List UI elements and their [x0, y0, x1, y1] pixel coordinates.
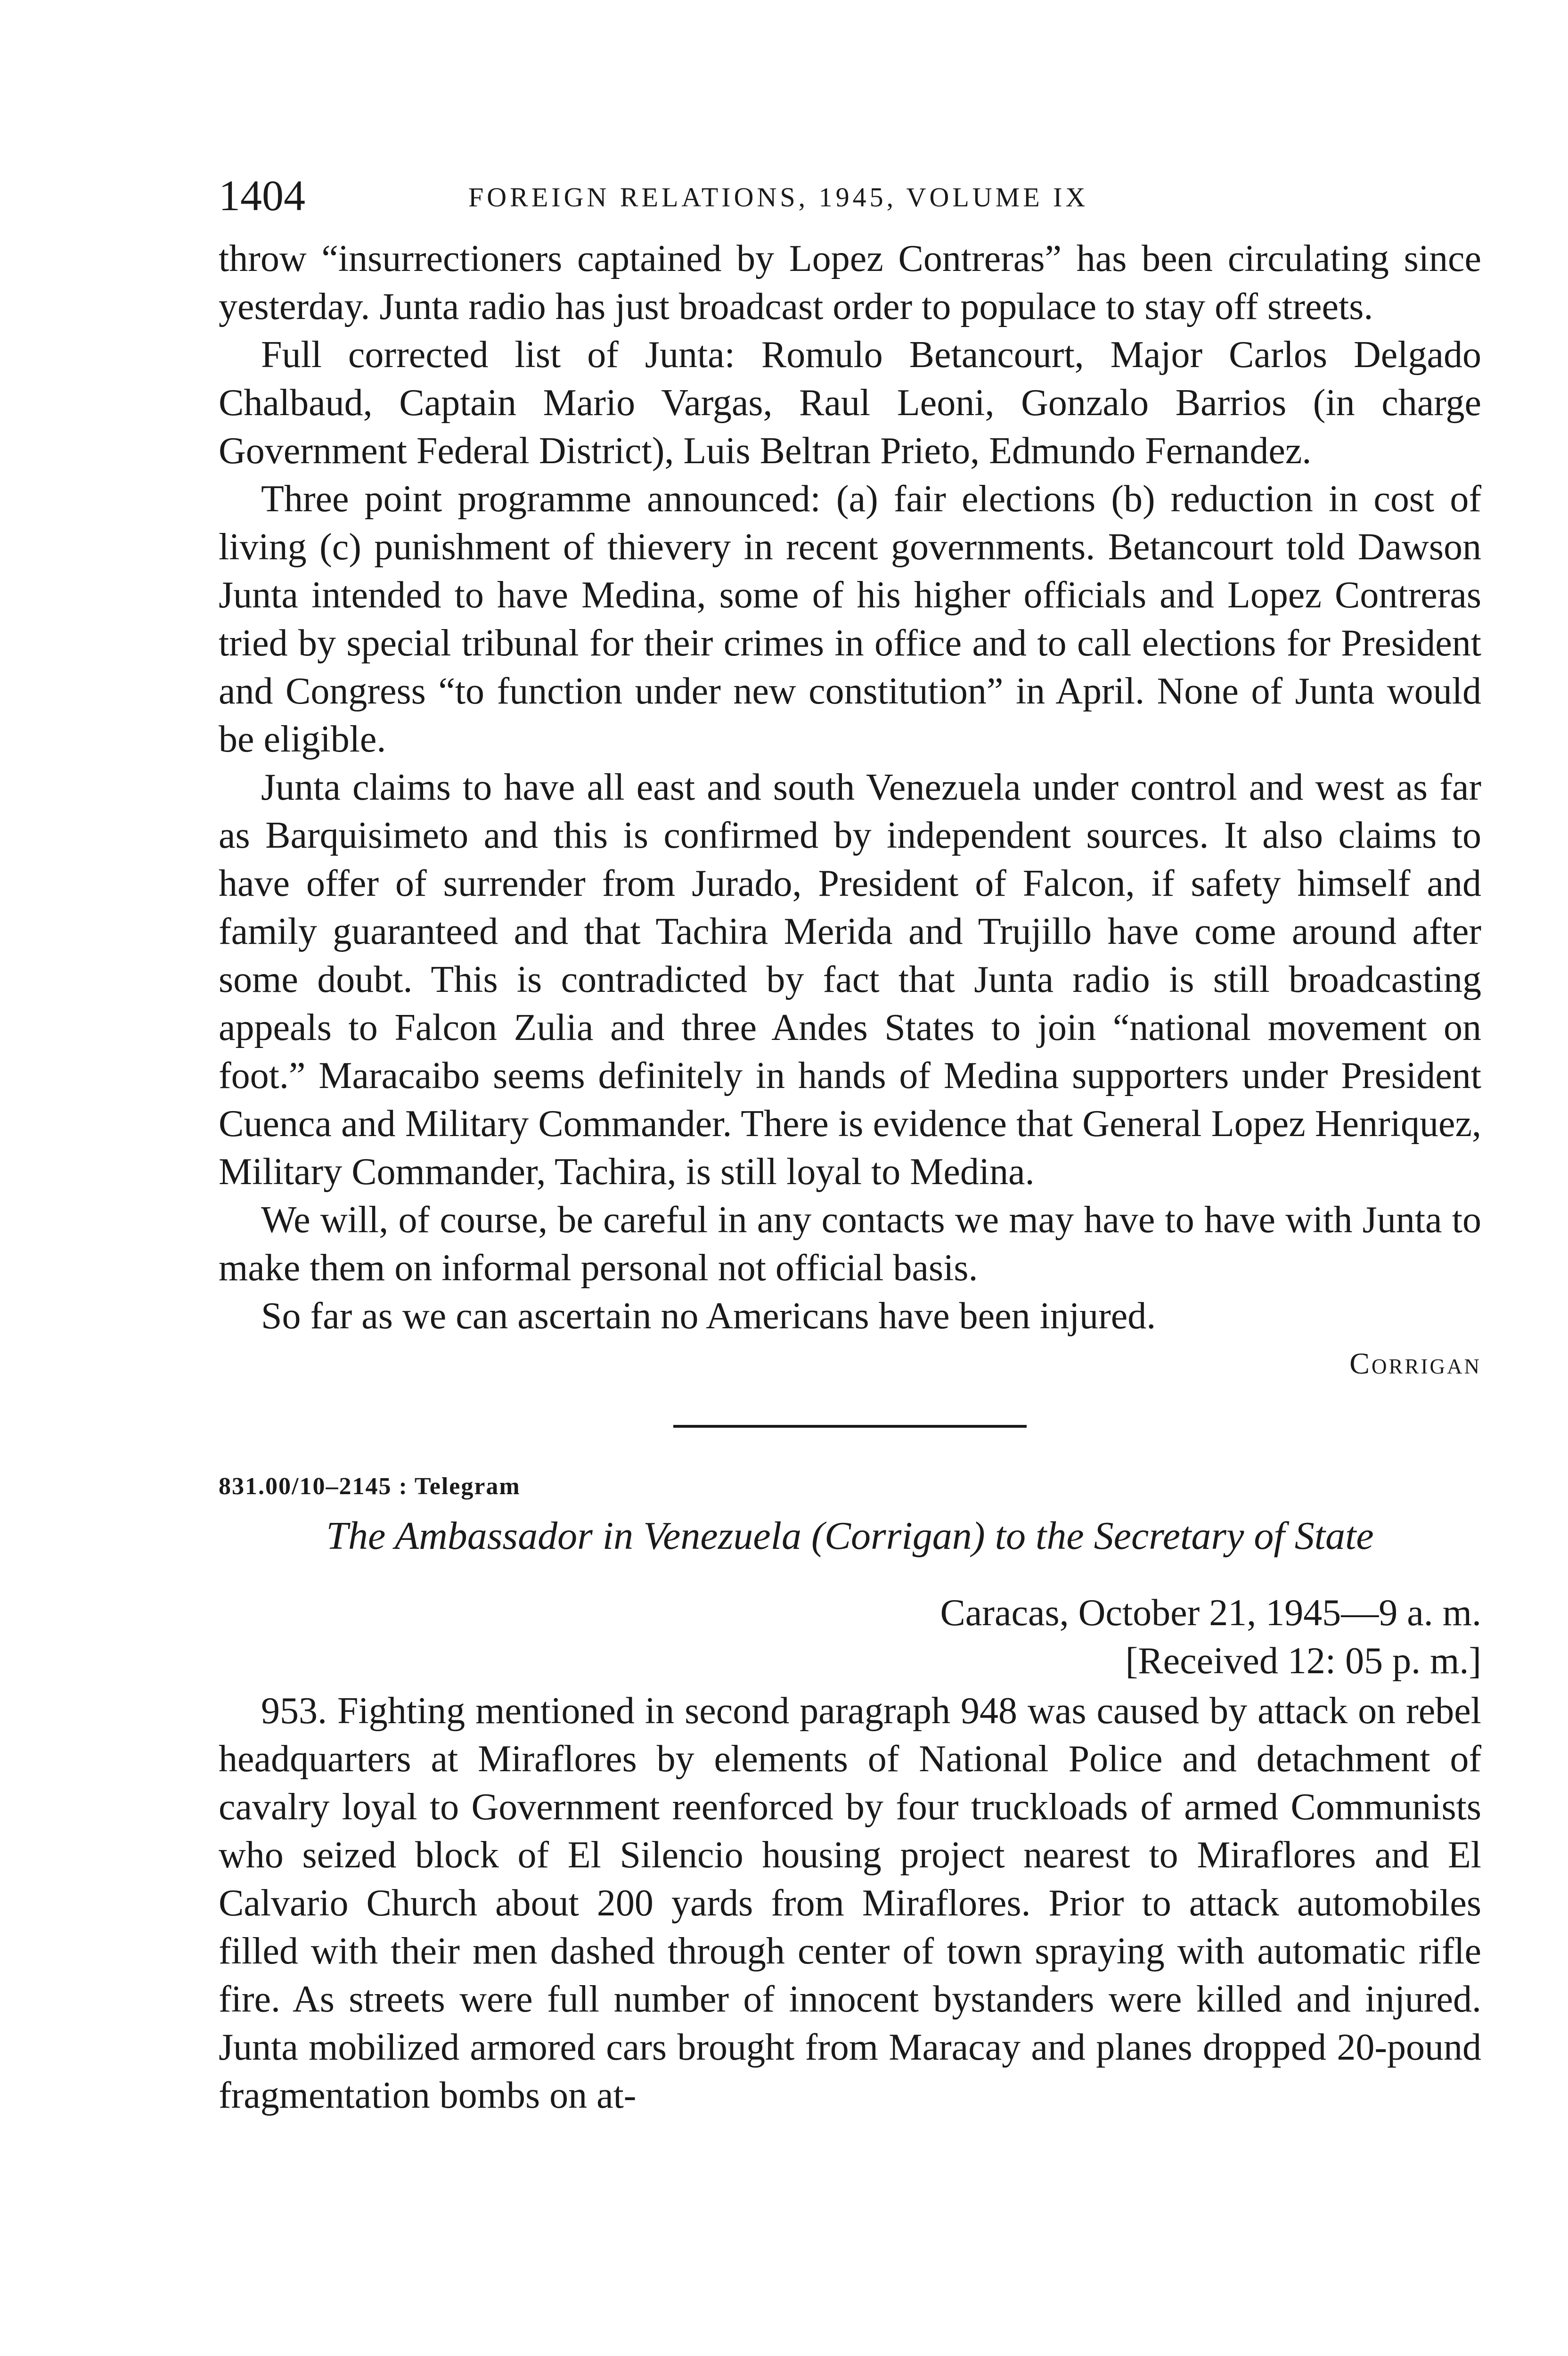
running-header	[219, 170, 1481, 221]
running-title: FOREIGN RELATIONS, 1945, VOLUME IX	[468, 182, 1089, 213]
dateline-text: Caracas, October 21, 1945—9 a. m.	[940, 1592, 1481, 1634]
received-note: [Received 12: 05 p. m.]	[1125, 1640, 1481, 1682]
paragraph: Junta claims to have all east and south Venezuela under control and west as far as Barquisimeto and this is confirmed by independent sources. It also claims to have offer of surrender from Jurado, President of Falcon, if safety himself and family guaranteed and that Tachira Merida and Trujillo have come around after some doubt. This is contradicted by fact that Junta radio is still broadcasting appeals to Falcon Zulia and three Andes States to join “national movement on foot.” Maracaibo seems definitely in hands of Medina supporters under President Cuenca and Military Commander. There is evidence that General Lopez Henriquez, Military Commander, Tachira, is still loyal to Medina.	[219, 767, 1481, 1193]
document-page	[219, 170, 1481, 2119]
paragraph: throw “insurrectioners captained by Lopez Contreras” has been circulating since yesterday. Junta radio has just broadcast order to populace to stay off streets.	[219, 238, 1481, 327]
telegram-948-continuation	[219, 235, 1481, 1340]
paragraph: Three point programme announced: (a) fair elections (b) reduction in cost of living (c) punishment of thievery in recent governments. Betancourt told Dawson Junta intended to have Medina, some of his higher officials and Lopez Contreras tried by special tribunal for their crimes in office and to call elections for President and Congress “to function under new constitution” in April. None of Junta would be eligible.	[219, 478, 1481, 760]
page-number: 1404	[219, 172, 305, 220]
document-title: The Ambassador in Venezuela (Corrigan) to the Secretary of State	[326, 1514, 1374, 1558]
dateline	[219, 1589, 1481, 1637]
section-divider	[673, 1425, 1027, 1428]
paragraph: We will, of course, be careful in any contacts we may have to have with Junta to make them on informal personal not official basis.	[219, 1199, 1481, 1289]
paragraph: 953. Fighting mentioned in second paragraph 948 was caused by attack on rebel headquarters at Miraflores by elements of National Police and detachment of cavalry loyal to Government reenforced by four truckloads of armed Communists who seized block of El Silencio housing project nearest to Miraflores and El Calvario Church about 200 yards from Miraflores. Prior to attack automobiles filled with their men dashed through center of town spraying with automatic rifle fire. As streets were full number of innocent bystanders were killed and injured. Junta mobilized armored cars brought from Maracay and planes dropped 20-pound fragmentation bombs on at-	[219, 1690, 1481, 2116]
paragraph: Full corrected list of Junta: Romulo Betancourt, Major Carlos Delgado Chalbaud, Captain Mario Vargas, Raul Leoni, Gonzalo Barrios (in charge Government Federal District), Luis Beltran Prieto, Edmundo Fernandez.	[219, 334, 1481, 472]
signature: Corrigan	[1349, 1347, 1481, 1380]
paragraph: So far as we can ascertain no Americans have been injured.	[261, 1295, 1156, 1337]
file-reference: 831.00/10–2145 : Telegram	[219, 1473, 521, 1500]
telegram-953-body	[219, 1687, 1481, 2119]
